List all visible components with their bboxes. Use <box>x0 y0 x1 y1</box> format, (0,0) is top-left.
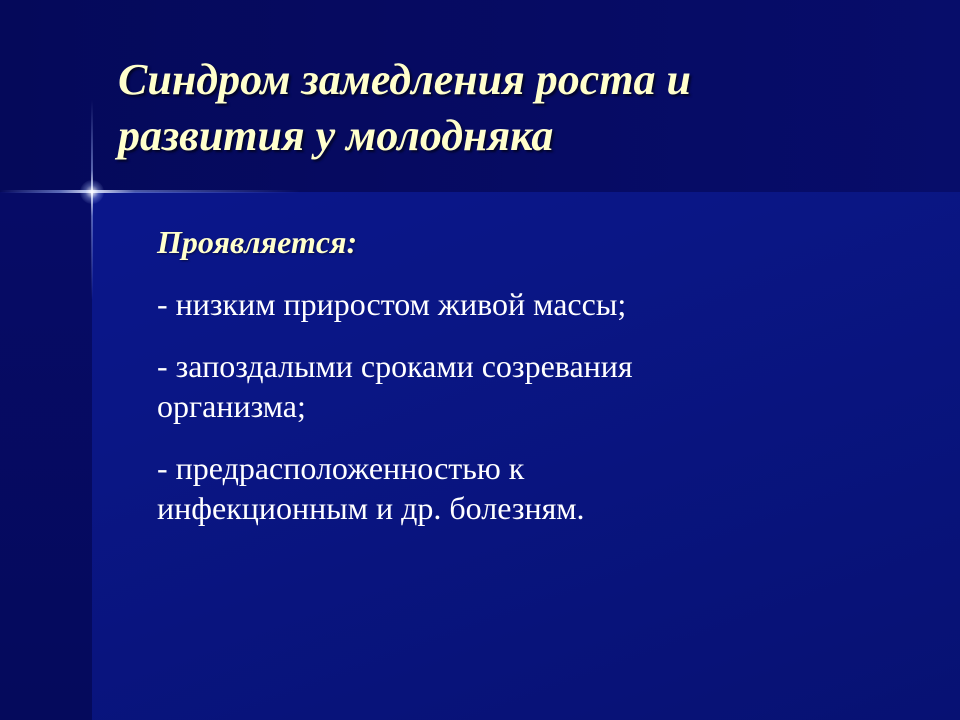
slide-body <box>157 222 857 550</box>
list-item-line: инфекционным и др. болезням. <box>157 490 585 526</box>
list-item-line: - предрасположенностью к <box>157 450 525 486</box>
sparkle-horizontal-ray <box>0 190 300 193</box>
list-item-line: - запоздалыми сроками созревания <box>157 348 633 384</box>
list-item-line: - низким приростом живой массы; <box>157 286 627 322</box>
slide-title <box>118 52 918 164</box>
sparkle-star-icon <box>80 180 104 204</box>
list-item <box>157 346 857 426</box>
list-item-line: организма; <box>157 388 306 424</box>
left-band <box>0 192 92 720</box>
list-item <box>157 284 857 324</box>
slide-title-line-1: Синдром замедления роста и <box>118 55 692 104</box>
body-heading: Проявляется: <box>157 224 358 260</box>
list-item <box>157 448 857 528</box>
slide-title-line-2: развития у молодняка <box>118 111 554 160</box>
